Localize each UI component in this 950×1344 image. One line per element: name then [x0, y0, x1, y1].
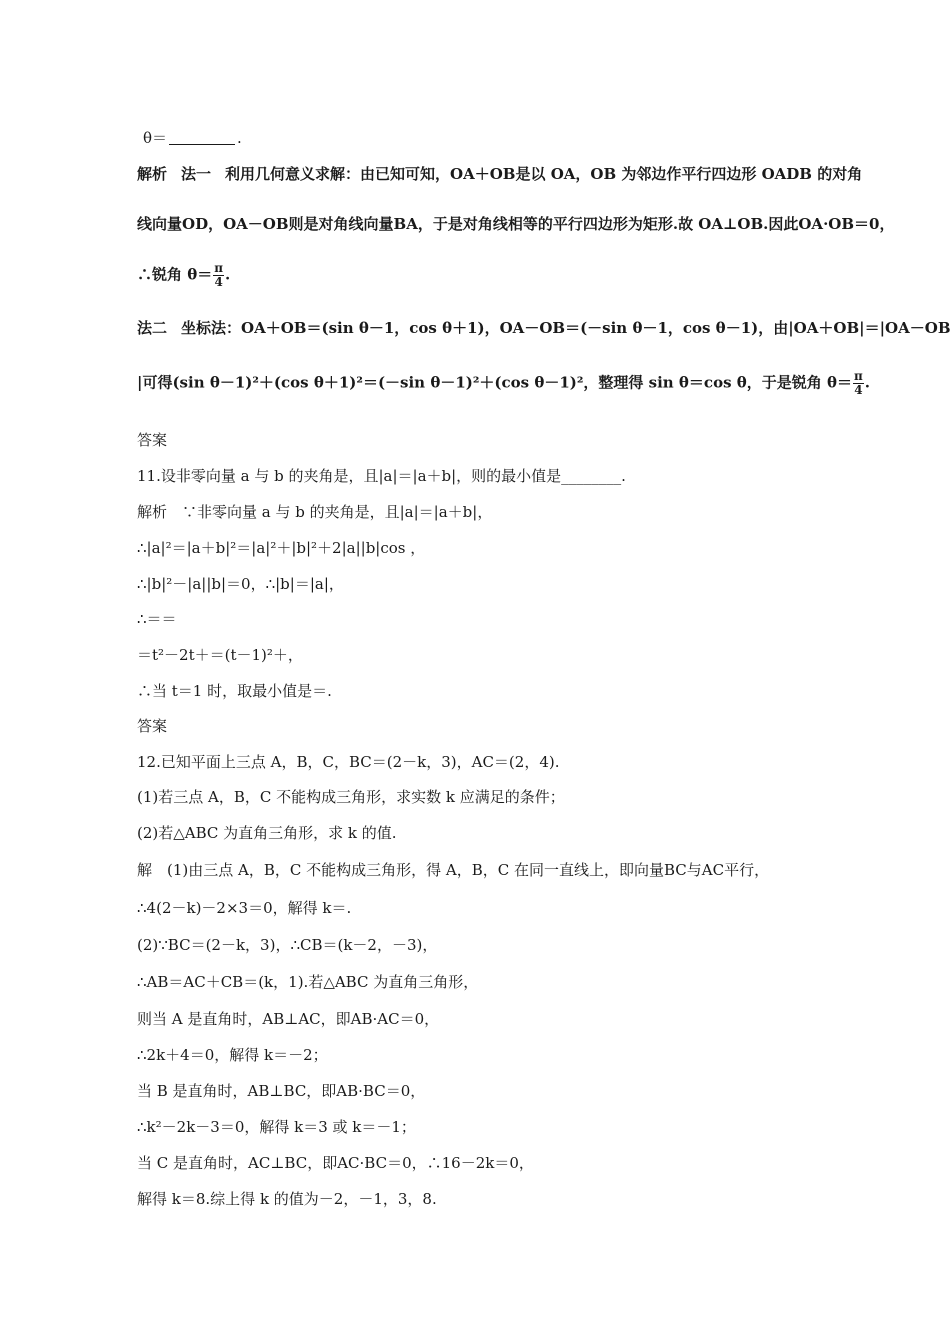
solution-12-line: 则当 A 是直角时，AB⊥AC，即AB·AC＝0， [137, 1010, 440, 1028]
fraction-pi-over-4: $\frac{\pi}{4}$ [214, 261, 224, 289]
solution-11-line: ∴＝＝ [137, 610, 177, 628]
answer-blank [169, 130, 235, 145]
question-12: 12.已知平面上三点 A，B，C，BC＝(2－k，3)，AC＝(2，4). [137, 753, 560, 771]
solution-11-line: ∴|a|²＝|a＋b|²＝|a|²＋|b|²＋2|a||b|cos ， [137, 539, 426, 557]
solution-12-line: ∴2k＋4＝0，解得 k＝－2； [137, 1046, 328, 1064]
question-12-part-2: (2)若△ABC 为直角三角形，求 k 的值. [137, 824, 397, 842]
solution-12-line: 解 (1)由三点 A，B，C 不能构成三角形，得 A，B，C 在同一直线上，即向量BC与AC平行， [137, 861, 770, 879]
solution-11-line: 解析 ∵非零向量 a 与 b 的夹角是，且|a|＝|a＋b|， [137, 503, 493, 521]
question-12-part-1: (1)若三点 A，B，C 不能构成三角形，求实数 k 应满足的条件； [137, 788, 565, 806]
method-one-conclusion: ∴锐角 θ＝ $\frac{\pi}{4}$ . [137, 261, 231, 289]
solution-11-line: ∴|b|²－|a||b|＝0，∴|b|＝|a|， [137, 575, 344, 593]
answer-label: 答案 [137, 717, 168, 735]
solution-12-line: ∴4(2－k)－2×3＝0，解得 k＝. [137, 899, 352, 917]
solution-12-line: (2)∵BC＝(2－k，3)，∴CB＝(k－2，－3)， [137, 936, 438, 954]
fraction-pi-over-4: $\frac{\pi}{4}$ [853, 369, 863, 397]
question-11: 11.设非零向量 a 与 b 的夹角是，且|a|＝|a＋b|，则的最小值是________. [137, 467, 626, 485]
method-one-line-2: 线向量OD，OA－OB则是对角线向量BA，于是对角线相等的平行四边形为矩形.故 OA⊥OB.因此OA·OB＝0， [137, 215, 895, 233]
solution-12-line: ∴k²－2k－3＝0，解得 k＝3 或 k＝－1； [137, 1118, 416, 1136]
method-two-line-2: |可得(sin θ－1)²＋(cos θ＋1)²＝(－sin θ－1)²＋(cos θ－1)²，整理得 sin θ＝cos θ，于是锐角 θ＝ $\frac{\pi}{4}$ . [137, 369, 871, 397]
solution-12-line: 当 B 是直角时，AB⊥BC，即AB·BC＝0， [137, 1082, 426, 1100]
solution-12-line: ∴AB＝AC＋CB＝(k，1).若△ABC 为直角三角形， [137, 973, 479, 991]
solution-12-line: 解得 k＝8.综上得 k 的值为－2，－1，3，8. [137, 1190, 437, 1208]
method-one-line-1: 解析 法一 利用几何意义求解：由已知可知，OA＋OB是以 OA，OB 为邻边作平行四边形 OADB 的对角 [137, 165, 863, 183]
solution-11-line: ＝t²－2t＋＝(t－1)²＋， [137, 646, 303, 664]
solution-11-line: ∴当 t＝1 时，取最小值是＝. [137, 682, 332, 700]
answer-label: 答案 [137, 431, 168, 449]
theta-blank-line: θ＝ . [143, 129, 242, 147]
method-two-line-1: 法二 坐标法：OA＋OB＝(sin θ－1，cos θ＋1)，OA－OB＝(－sin θ－1，cos θ－1)，由|OA＋OB|＝|OA－OB [137, 319, 950, 337]
solution-12-line: 当 C 是直角时，AC⊥BC，即AC·BC＝0，∴16－2k＝0， [137, 1154, 534, 1172]
